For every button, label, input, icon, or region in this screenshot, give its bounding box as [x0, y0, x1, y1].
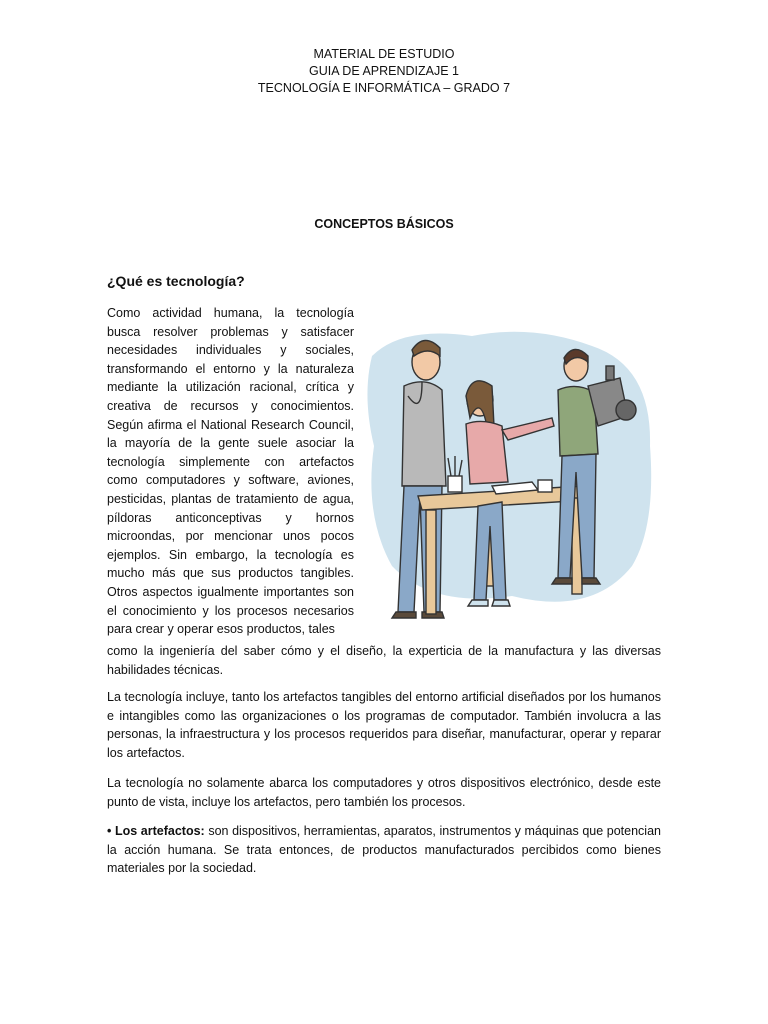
paragraph-2: La tecnología incluye, tanto los artefactos tangibles del entorno artificial diseñados por los humanos e intangibles como las organizaciones o los programas de computador. También involucra a las personas, la infraestructura y los procesos requeridos para diseñar, manufacturar, operar y reparar los artefactos.	[107, 690, 661, 760]
header-line-3: TECNOLOGÍA E INFORMÁTICA – GRADO 7	[257, 81, 511, 95]
artefactos-text: son dispositivos, herramientas, aparatos, instrumentos y máquinas que potencian la acción humana. Se trata entonces, de productos manufacturados percibidos como bienes materiales por la sociedad.	[107, 824, 661, 876]
paragraph-3: La tecnología no solamente abarca los computadores y otros dispositivos electrónico, desde este punto de vista, incluye los artefactos, pero también los procesos.	[107, 776, 661, 809]
question-heading: ¿Qué es tecnología?	[107, 273, 245, 289]
intro-paragraph-continuation: como la ingeniería del saber cómo y el diseño, la experticia de la manufactura y las diversas habilidades técnicas.	[107, 644, 661, 677]
people-around-table-illustration	[362, 326, 658, 624]
paragraph-artefactos	[107, 822, 661, 878]
artefactos-label: • Los artefactos:	[107, 824, 205, 838]
header-line-2: GUIA DE APRENDIZAJE 1	[308, 64, 460, 78]
header-line-1: MATERIAL DE ESTUDIO	[313, 47, 455, 61]
document-header	[0, 46, 768, 97]
intro-paragraph: Como actividad humana, la tecnología busca resolver problemas y satisfacer necesidades individuales y sociales, transformando el entorno y la naturaleza mediante la utilización racional, crítica y creativa de recursos y conocimientos. Según afirma el National Research Council, la mayoría de la gente suele asociar la tecnología simplemente con artefactos como computadores y software, aviones, pesticidas, plantas de tratamiento de agua, píldoras anticonceptivas y hornos microondas, por mencionar unos pocos ejemplos. Sin embargo, la tecnología es mucho más que sus productos tangibles. Otros aspectos igualmente importantes son el conocimiento y los procesos necesarios para crear y operar esos productos, tales	[107, 306, 354, 637]
section-title: CONCEPTOS BÁSICOS	[314, 217, 454, 231]
